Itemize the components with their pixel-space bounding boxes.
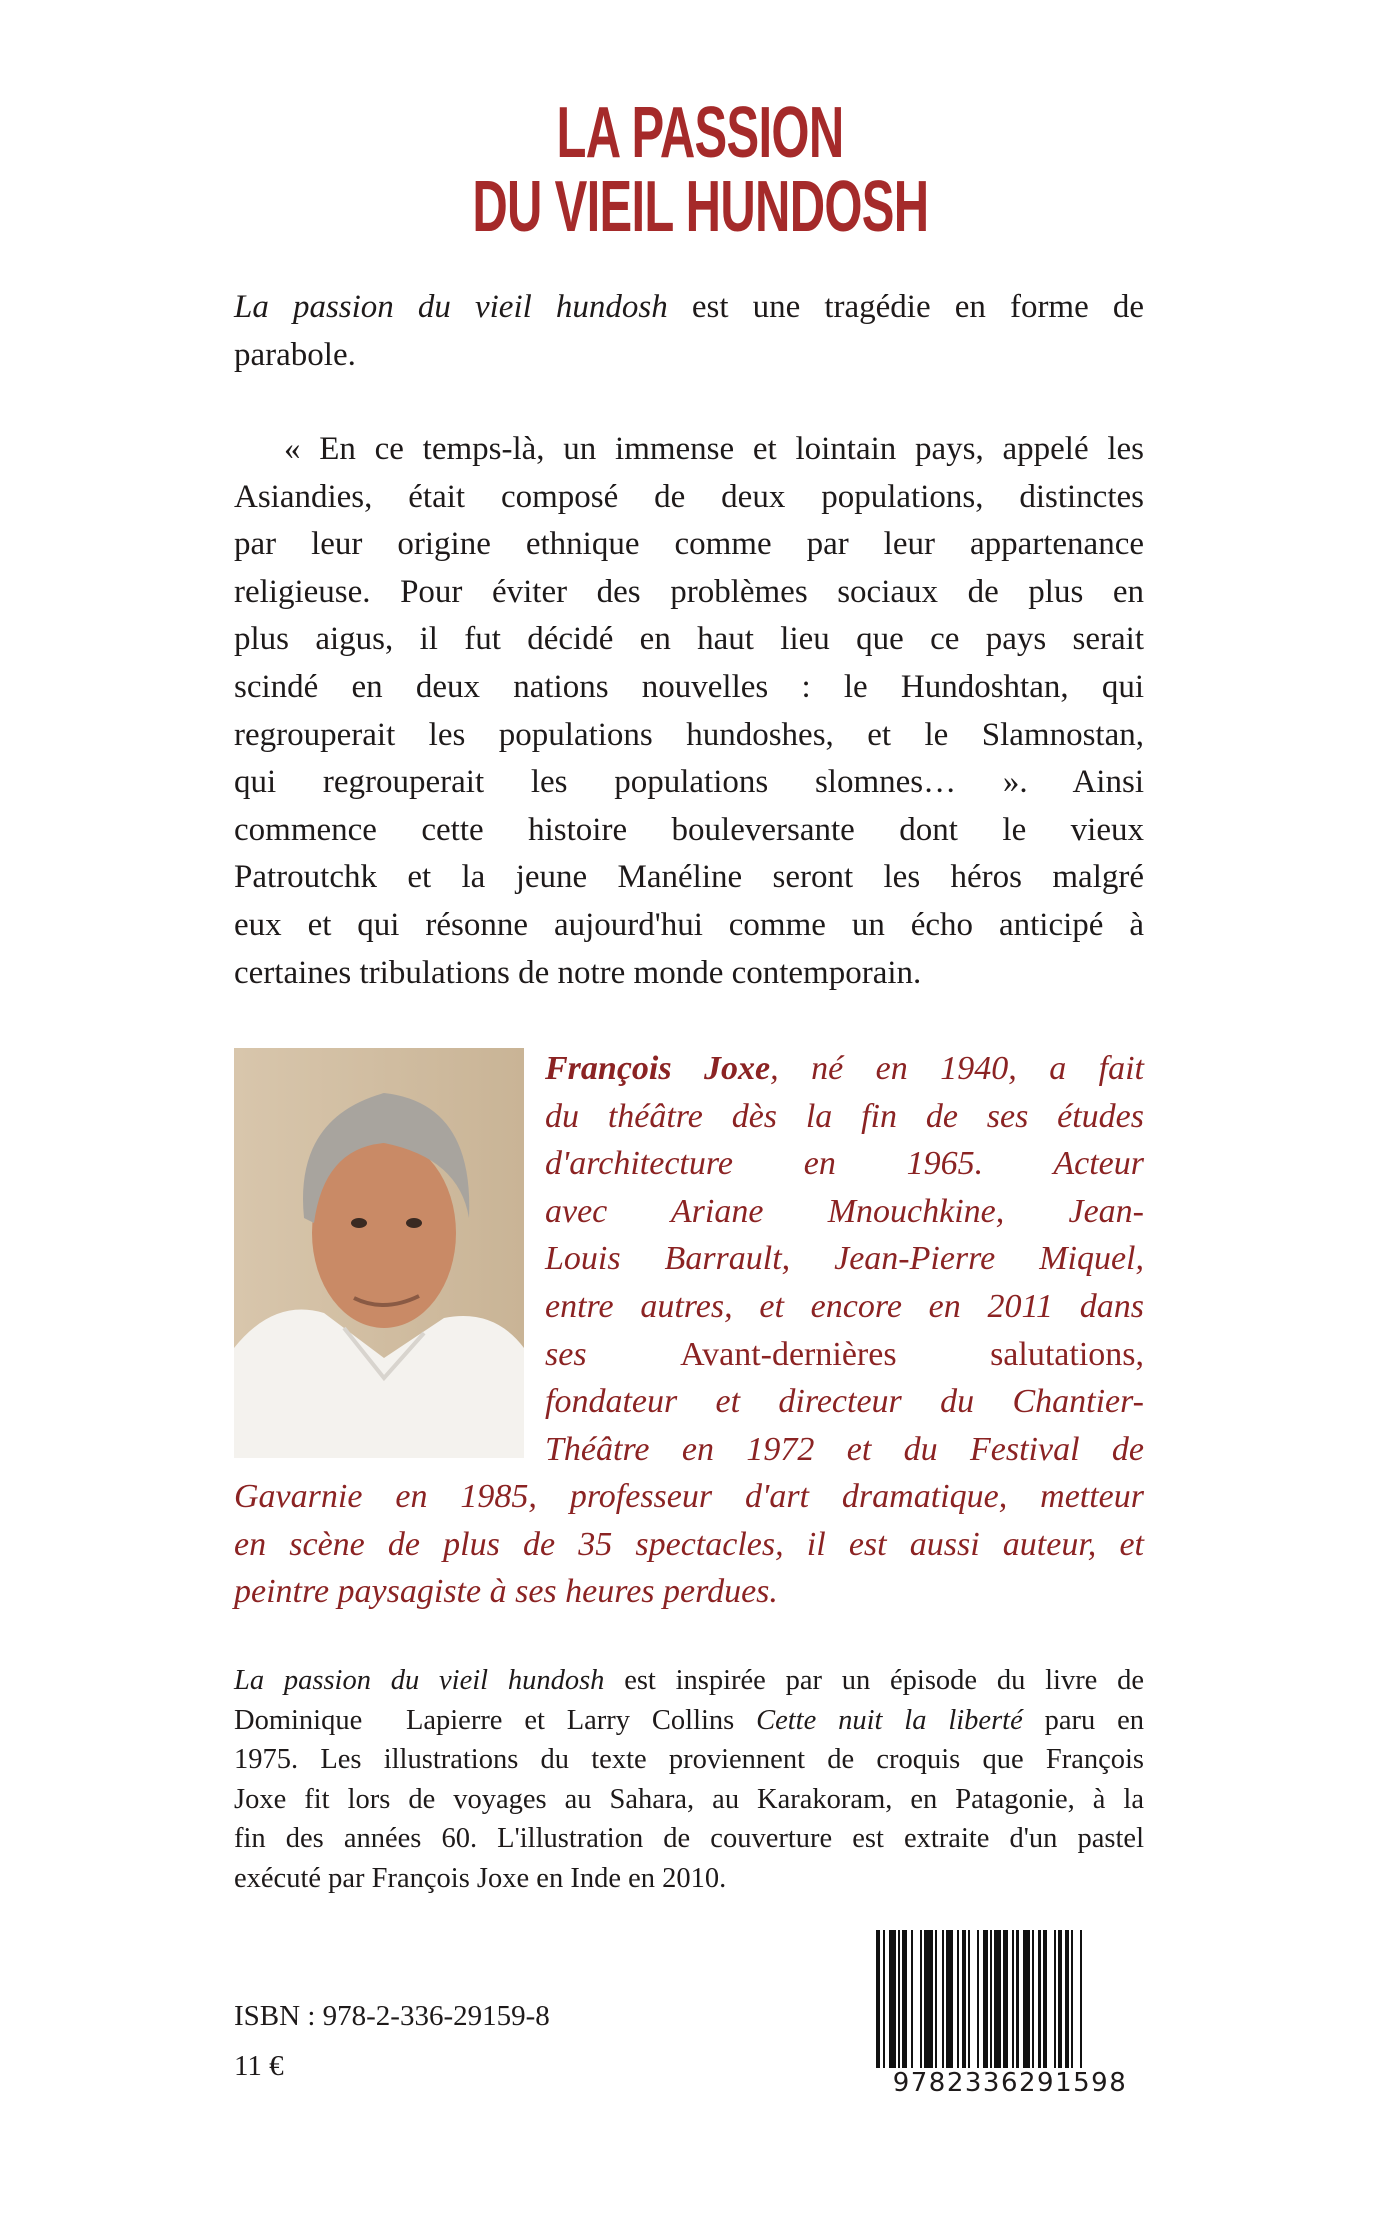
barcode-bar — [913, 1930, 920, 2070]
barcode-bar — [889, 1930, 896, 2070]
bio-line: peintre paysagiste à ses heures perdues. — [234, 1573, 778, 1611]
barcode-digits: 9782336291598 — [876, 2068, 1144, 2098]
bio-line: fondateur et directeur du Chantier- — [545, 1383, 1144, 1421]
author-photo — [234, 1048, 524, 1458]
title-text-1: LA PASSION — [556, 93, 844, 173]
bio-text: ses — [545, 1335, 587, 1373]
note-line: 1975. Les illustrations du texte proviennent de croquis que François — [234, 1744, 1144, 1775]
intro-book-title: La passion du vieil hundosh — [234, 289, 668, 325]
synopsis-line: Asiandies, était composé de deux populations, distinctes — [234, 478, 1144, 515]
synopsis-line: regrouperait les populations hundoshes, et le Slamnostan, — [234, 716, 1144, 753]
author-name: François Joxe — [545, 1050, 771, 1087]
note-book-title: La passion du vieil hundosh — [234, 1665, 605, 1696]
note-paragraph — [234, 1661, 1144, 1898]
note-text: est inspirée par un épisode du livre de — [604, 1665, 1144, 1696]
bio-line: entre autres, et encore en 2011 dans — [545, 1287, 1144, 1325]
synopsis-paragraph — [234, 426, 1144, 997]
barcode-bars — [876, 1930, 1144, 2070]
bio-line: avec Ariane Mnouchkine, Jean- — [545, 1192, 1144, 1230]
bio-text: , né en 1940, a fait — [770, 1050, 1144, 1087]
bio-line: du théâtre dès la fin de ses études — [545, 1097, 1144, 1135]
author-bio-full — [234, 1473, 1144, 1616]
book-title-line-2 — [0, 167, 1400, 247]
note-text: Dominique Lapierre et Larry Collins — [234, 1704, 757, 1736]
bio-line: d'architecture en 1965. Acteur — [545, 1145, 1144, 1183]
barcode-bar — [924, 1930, 933, 2070]
note-cited-title: Cette nuit la liberté — [756, 1704, 1023, 1736]
barcode-bar — [1082, 1930, 1086, 2070]
synopsis-line: « En ce temps-là, un immense et lointain pays, appelé les — [284, 431, 1144, 467]
book-title-line-1 — [0, 93, 1400, 173]
barcode-bar — [1047, 1930, 1054, 2070]
intro-paragraph — [234, 284, 1144, 379]
synopsis-line: par leur origine ethnique comme par leur appartenance — [234, 526, 1144, 563]
bio-text: salutations, — [990, 1335, 1145, 1373]
barcode-bar — [994, 1930, 1001, 2070]
author-bio-side — [545, 1045, 1144, 1473]
barcode-bar — [970, 1930, 977, 2070]
barcode-bar — [946, 1930, 953, 2070]
note-line: fin des années 60. L'illustration de couverture est extraite d'un pastel — [234, 1823, 1144, 1854]
synopsis-line: certaines tribulations de notre monde contemporain. — [234, 954, 922, 991]
bio-work-title: Avant-dernières — [680, 1335, 897, 1373]
barcode-bar — [1023, 1930, 1030, 2070]
note-line: Joxe fit lors de voyages au Sahara, au Karakoram, en Patagonie, à la — [234, 1783, 1144, 1815]
synopsis-line: eux et qui résonne aujourd'hui comme un écho anticipé à — [234, 906, 1144, 943]
bio-line: en scène de plus de 35 spectacles, il est aussi auteur, et — [234, 1525, 1144, 1563]
synopsis-line: commence cette histoire bouleversante dont le vieux — [234, 811, 1144, 848]
synopsis-line: qui regrouperait les populations slomnes… ». Ainsi — [234, 764, 1144, 801]
intro-text: est une tragédie en forme de — [667, 289, 1144, 325]
price: 11 € — [234, 2050, 284, 2082]
bio-line — [545, 1331, 1144, 1379]
synopsis-line: religieuse. Pour éviter des problèmes sociaux de plus en — [234, 573, 1144, 610]
bio-line: Théâtre en 1972 et du Festival de — [545, 1430, 1144, 1468]
barcode-bar — [1073, 1930, 1080, 2070]
isbn: ISBN : 978-2-336-29159-8 — [234, 2000, 550, 2032]
intro-text-2: parabole. — [234, 336, 356, 373]
synopsis-line: plus aigus, il fut décidé en haut lieu que ce pays serait — [234, 621, 1144, 658]
bio-line: Louis Barrault, Jean-Pierre Miquel, — [545, 1240, 1144, 1278]
title-text-2: DU VIEIL HUNDOSH — [471, 167, 929, 247]
bio-line: Gavarnie en 1985, professeur d'art dramatique, metteur — [234, 1478, 1144, 1515]
synopsis-line: Patroutchk et la jeune Manéline seront les héros malgré — [234, 859, 1144, 896]
note-text: paru en — [1022, 1704, 1144, 1736]
barcode — [876, 1930, 1144, 2098]
synopsis-line: scindé en deux nations nouvelles : le Hundoshtan, qui — [234, 668, 1144, 705]
note-line: exécuté par François Joxe en Inde en 2010. — [234, 1862, 727, 1894]
